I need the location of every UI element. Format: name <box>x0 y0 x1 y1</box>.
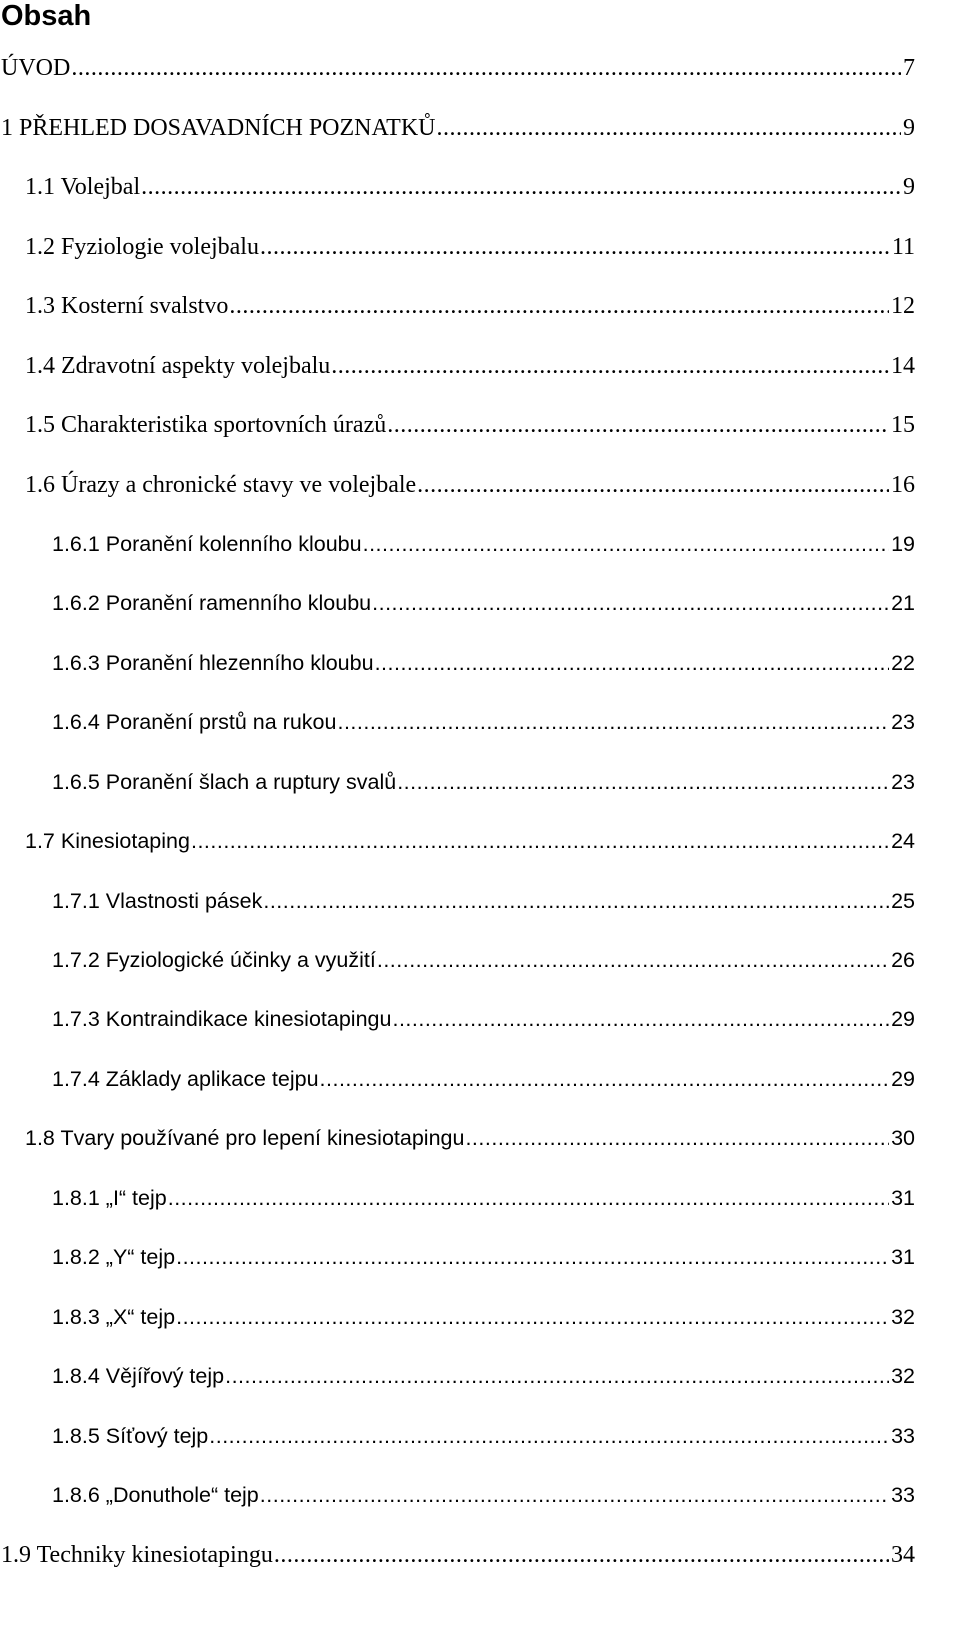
toc-entry-1-9[interactable] <box>1 1540 915 1570</box>
toc-entry-1-8-5[interactable] <box>52 1421 915 1451</box>
toc-entry-page: 33 <box>891 1483 915 1507</box>
toc-entry-1-6-4[interactable] <box>52 707 915 737</box>
toc-entry-title: 1.6.2 Poranění ramenního kloubu <box>52 591 372 615</box>
toc-entry-title: 1.8.4 Vějířový tejp <box>52 1364 225 1388</box>
toc-entry-page: 9 <box>903 174 915 200</box>
dot-leader <box>274 1540 889 1570</box>
toc-entry-title: 1.6.3 Poranění hlezenního kloubu <box>52 651 374 675</box>
toc-entry-page: 33 <box>891 1424 915 1448</box>
dot-leader <box>229 291 889 321</box>
toc-entry-page: 31 <box>891 1245 915 1269</box>
toc-entry-page: 34 <box>891 1542 915 1568</box>
toc-entry-1-5[interactable] <box>25 410 915 440</box>
toc-entry-page: 26 <box>891 948 915 972</box>
toc-entry-title: 1.1 Volejbal <box>25 174 141 200</box>
dot-leader <box>176 1242 889 1272</box>
toc-entry-title: ÚVOD <box>1 55 71 81</box>
toc-entry-title: 1.7 Kinesiotaping <box>25 829 190 853</box>
dot-leader <box>71 53 901 83</box>
toc-entry-1[interactable] <box>1 113 915 143</box>
toc-entry-1-8-6[interactable] <box>52 1480 915 1510</box>
toc-entry-title: 1.6.4 Poranění prstů na rukou <box>52 710 337 734</box>
dot-leader <box>363 529 889 559</box>
toc-entry-page: 23 <box>891 770 915 794</box>
toc-entry-title: 1.6.1 Poranění kolenního kloubu <box>52 532 362 556</box>
toc-entry-title: 1.3 Kosterní svalstvo <box>25 293 229 319</box>
toc-heading: Obsah <box>1 0 92 32</box>
toc-entry-page: 32 <box>891 1364 915 1388</box>
toc-entry-title: 1.5 Charakteristika sportovních úrazů <box>25 412 387 438</box>
dot-leader <box>377 945 889 975</box>
toc-entry-1-8-4[interactable] <box>52 1361 915 1391</box>
dot-leader <box>225 1361 889 1391</box>
toc-entry-1-6-2[interactable] <box>52 588 915 618</box>
dot-leader <box>260 1480 889 1510</box>
toc-entry-1-8-3[interactable] <box>52 1302 915 1332</box>
toc-entry-page: 7 <box>903 55 915 81</box>
dot-leader <box>209 1421 889 1451</box>
toc-entry-page: 32 <box>891 1305 915 1329</box>
toc-entry-1-8-1[interactable] <box>52 1183 915 1213</box>
toc-entry-title: 1.8 Tvary používané pro lepení kinesiotapingu <box>25 1126 465 1150</box>
dot-leader <box>168 1183 889 1213</box>
toc-entry-page: 25 <box>891 889 915 913</box>
toc-entry-page: 15 <box>891 412 915 438</box>
toc-entry-title: 1.4 Zdravotní aspekty volejbalu <box>25 353 331 379</box>
toc-entry-title: 1.8.1 „I“ tejp <box>52 1186 167 1210</box>
toc-entry-title: 1.6 Úrazy a chronické stavy ve volejbale <box>25 472 417 498</box>
toc-entry-title: 1.8.2 „Y“ tejp <box>52 1245 176 1269</box>
toc-entry-page: 9 <box>903 115 915 141</box>
toc-entry-page: 21 <box>891 591 915 615</box>
dot-leader <box>191 826 889 856</box>
toc-entry-1-6-1[interactable] <box>52 529 915 559</box>
toc-entry-title: 1.7.1 Vlastnosti pásek <box>52 889 263 913</box>
toc-entry-title: 1.7.2 Fyziologické účinky a využití <box>52 948 376 972</box>
toc-entry-title: 1.8.6 „Donuthole“ tejp <box>52 1483 259 1507</box>
dot-leader <box>387 410 889 440</box>
toc-entry-title: 1.7.3 Kontraindikace kinesiotapingu <box>52 1007 392 1031</box>
toc-entry-1-7-4[interactable] <box>52 1064 915 1094</box>
dot-leader <box>372 588 889 618</box>
dot-leader <box>375 648 890 678</box>
toc-entry-page: 14 <box>891 353 915 379</box>
dot-leader <box>337 707 889 737</box>
toc-entry-1-7-3[interactable] <box>52 1004 915 1034</box>
toc-entry-page: 30 <box>891 1126 915 1150</box>
toc-entry-1-3[interactable] <box>25 291 915 321</box>
toc-entry-1-2[interactable] <box>25 232 915 262</box>
toc-entry-page: 11 <box>891 234 915 260</box>
toc-entry-1-8-2[interactable] <box>52 1242 915 1272</box>
toc-entry-page: 22 <box>891 651 915 675</box>
toc-entry-title: 1.2 Fyziologie volejbalu <box>25 234 259 260</box>
toc-entry-page: 12 <box>891 293 915 319</box>
toc-entry-1-8[interactable] <box>25 1123 915 1153</box>
toc-entry-1-7[interactable] <box>25 826 915 856</box>
toc-entry-1-6[interactable] <box>25 470 915 500</box>
toc-entry-uvod[interactable] <box>1 53 915 83</box>
toc-entry-1-6-5[interactable] <box>52 767 915 797</box>
toc-entry-page: 29 <box>891 1007 915 1031</box>
toc-entry-title: 1.6.5 Poranění šlach a ruptury svalů <box>52 770 397 794</box>
dot-leader <box>141 172 901 202</box>
toc-entry-page: 29 <box>891 1067 915 1091</box>
dot-leader <box>331 351 889 381</box>
toc-entry-1-7-2[interactable] <box>52 945 915 975</box>
toc-entry-1-6-3[interactable] <box>52 648 915 678</box>
toc-entry-title: 1.7.4 Základy aplikace tejpu <box>52 1067 319 1091</box>
toc-entry-title: 1.9 Techniky kinesiotapingu <box>1 1542 273 1568</box>
toc-entry-title: 1 PŘEHLED DOSAVADNÍCH POZNATKŮ <box>1 115 436 141</box>
toc-entry-title: 1.8.5 Síťový tejp <box>52 1424 209 1448</box>
dot-leader <box>417 470 889 500</box>
dot-leader <box>397 767 889 797</box>
toc-entry-1-4[interactable] <box>25 351 915 381</box>
toc-entry-page: 16 <box>891 472 915 498</box>
toc-entry-page: 23 <box>891 710 915 734</box>
toc-entry-1-1[interactable] <box>25 172 915 202</box>
toc-entry-page: 24 <box>891 829 915 853</box>
dot-leader <box>392 1004 889 1034</box>
dot-leader <box>320 1064 890 1094</box>
toc-entry-page: 19 <box>891 532 915 556</box>
dot-leader <box>176 1302 889 1332</box>
toc-entry-title: 1.8.3 „X“ tejp <box>52 1305 176 1329</box>
dot-leader <box>260 232 890 262</box>
dot-leader <box>465 1123 889 1153</box>
dot-leader <box>263 886 889 916</box>
toc-entry-1-7-1[interactable] <box>52 886 915 916</box>
dot-leader <box>436 113 901 143</box>
toc-entry-page: 31 <box>891 1186 915 1210</box>
